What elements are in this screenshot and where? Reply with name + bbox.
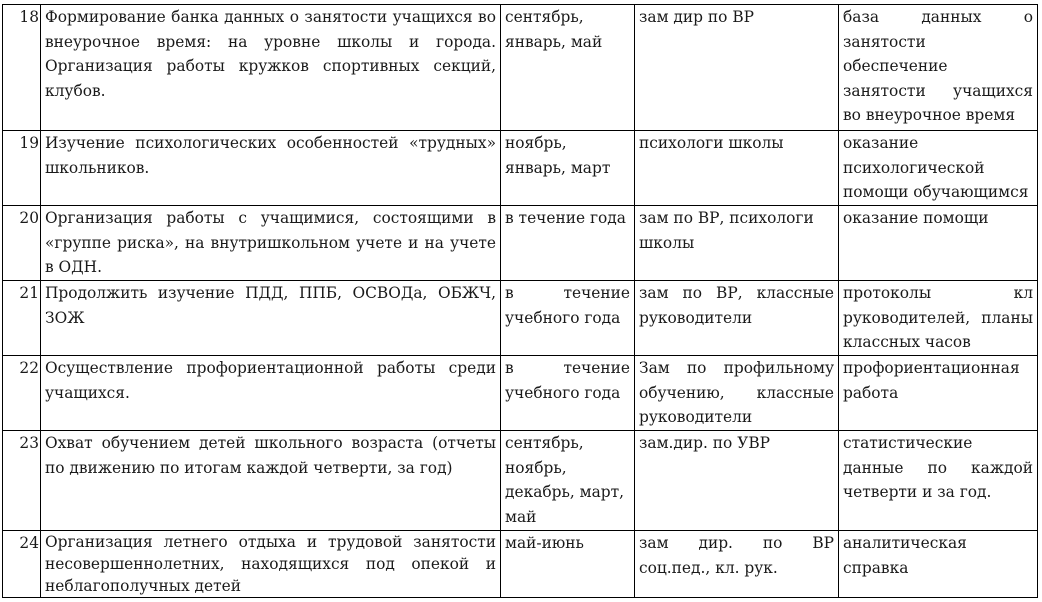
responsible-cell: зам по ВР, классные руководители (635, 281, 839, 356)
result-cell: протоколы кл руководителей, планы классных часов (839, 281, 1038, 356)
table-row (3, 5, 1038, 131)
table-row (3, 131, 1038, 206)
result-cell: оказание помощи (839, 206, 1038, 281)
table-row (3, 356, 1038, 431)
term-cell: май-июнь (501, 531, 635, 598)
table-row (3, 531, 1038, 598)
term-cell: сентябрь, январь, май (501, 5, 635, 131)
row-number: 21 (3, 281, 41, 356)
result-cell: база данных о занятости обеспечение занятости учащихся во внеурочное время (839, 5, 1038, 131)
row-number: 18 (3, 5, 41, 131)
responsible-cell: зам дир по ВР (635, 5, 839, 131)
task-cell: Охват обучением детей школьного возраста (отчеты по движению по итогам каждой четверти, за год) (41, 431, 501, 531)
term-cell: в течение учебного года (501, 281, 635, 356)
term-cell: в течение учебного года (501, 356, 635, 431)
row-number: 19 (3, 131, 41, 206)
task-cell: Продолжить изучение ПДД, ППБ, ОСВОДа, ОБЖЧ, ЗОЖ (41, 281, 501, 356)
result-cell: статистические данные по каждой четверти и за год. (839, 431, 1038, 531)
task-cell: Организация работы с учащимися, состоящими в «группе риска», на внутришкольном учете и на учете в ОДН. (41, 206, 501, 281)
responsible-cell: психологи школы (635, 131, 839, 206)
row-number: 23 (3, 431, 41, 531)
row-number: 20 (3, 206, 41, 281)
table-row (3, 206, 1038, 281)
row-number: 24 (3, 531, 41, 598)
table-row (3, 281, 1038, 356)
table-row (3, 431, 1038, 531)
task-cell: Организация летнего отдыха и трудовой занятости несовершеннолетних, находящихся под опекой и неблагополучных детей (41, 531, 501, 598)
plan-table (2, 4, 1038, 598)
task-cell: Формирование банка данных о занятости учащихся во внеурочное время: на уровне школы и города. Организация работы кружков спортивных секций, клубов. (41, 5, 501, 131)
task-cell: Осуществление профориентационной работы среди учащихся. (41, 356, 501, 431)
result-cell: профориентационная работа (839, 356, 1038, 431)
term-cell: в течение года (501, 206, 635, 281)
responsible-cell: зам по ВР, психологи школы (635, 206, 839, 281)
result-cell: аналитическая справка (839, 531, 1038, 598)
responsible-cell: Зам по профильному обучению, классные руководители (635, 356, 839, 431)
task-cell: Изучение психологических особенностей «трудных» школьников. (41, 131, 501, 206)
responsible-cell: зам дир. по ВР соц.пед., кл. рук. (635, 531, 839, 598)
responsible-cell: зам.дир. по УВР (635, 431, 839, 531)
result-cell: оказание психологической помощи обучающимся (839, 131, 1038, 206)
term-cell: сентябрь, ноябрь, декабрь, март, май (501, 431, 635, 531)
term-cell: ноябрь, январь, март (501, 131, 635, 206)
row-number: 22 (3, 356, 41, 431)
